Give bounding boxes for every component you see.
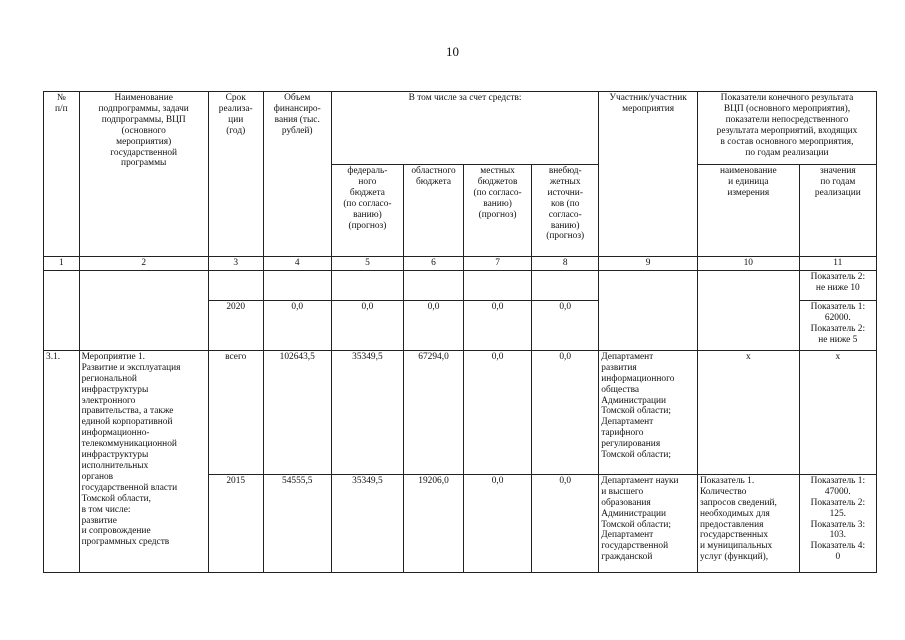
cell-federal: 35349,5 — [331, 474, 403, 572]
column-number-row — [44, 257, 877, 271]
cell-regional: 0,0 — [404, 300, 464, 350]
cell-year: всего — [208, 350, 263, 474]
cell-offbudget: 0,0 — [532, 474, 599, 572]
cell-year — [208, 270, 263, 300]
table-row — [44, 350, 877, 474]
column-number: 8 — [532, 257, 599, 271]
cell-local: 0,0 — [464, 350, 532, 474]
header-regional: областного бюджета — [404, 165, 464, 257]
header-local: местных бюджетов (по согласо- ванию) (прогноз) — [464, 165, 532, 257]
column-number: 5 — [331, 257, 403, 271]
cell-participant: Департамент развития информационного общества Администрации Томской области; Департамент тарифного регулирования Томской области; — [599, 350, 698, 474]
header-participant: Участник/участник мероприятия — [599, 92, 698, 257]
cell-volume: 54555,5 — [263, 474, 331, 572]
cell-indicator-values: Показатель 1: 47000. Показатель 2: 125. Показатель 3: 103. Показатель 4: 0 — [799, 474, 876, 572]
cell-offbudget: 0,0 — [532, 300, 599, 350]
cell-offbudget — [532, 270, 599, 300]
cell-volume — [263, 270, 331, 300]
cell-participant: Департамент науки и высшего образования Администрации Томской области; Департамент государственной гражданской — [599, 474, 698, 572]
table-row — [44, 270, 877, 300]
cell-regional — [404, 270, 464, 300]
program-table — [43, 91, 877, 573]
cell-num: 3.1. — [44, 350, 80, 572]
column-number: 10 — [697, 257, 799, 271]
cell-offbudget: 0,0 — [532, 350, 599, 474]
header-indicator-name: наименование и единица измерения — [697, 165, 799, 257]
cell-regional: 19206,0 — [404, 474, 464, 572]
cell-name — [79, 270, 208, 350]
header-offbudget: внебюд- жетных источни- ков (по согласо- ванию) (прогноз) — [532, 165, 599, 257]
cell-year: 2020 — [208, 300, 263, 350]
cell-federal: 0,0 — [331, 300, 403, 350]
cell-indicator-name — [697, 270, 799, 350]
cell-regional: 67294,0 — [404, 350, 464, 474]
cell-federal: 35349,5 — [331, 350, 403, 474]
cell-federal — [331, 270, 403, 300]
column-number: 3 — [208, 257, 263, 271]
header-federal: федераль- ного бюджета (по согласо- ванию) (прогноз) — [331, 165, 403, 257]
page-number: 10 — [446, 44, 459, 59]
cell-name: Мероприятие 1. Развитие и эксплуатация региональной инфраструктуры электронного правительства, а также единой корпоративной информационно- телекоммуникационной инфраструктуры исполнительных органов государственной власти Томской области, в том числе: развитие и сопровождение программных средств — [79, 350, 208, 572]
column-number: 6 — [404, 257, 464, 271]
column-number: 1 — [44, 257, 80, 271]
cell-indicator-values: x — [799, 350, 876, 474]
cell-num — [44, 270, 80, 350]
column-number: 11 — [799, 257, 876, 271]
cell-local — [464, 270, 532, 300]
cell-participant — [599, 270, 698, 350]
column-number: 7 — [464, 257, 532, 271]
header-indicator-values: значения по годам реализации — [799, 165, 876, 257]
header-indicators: Показатели конечного результата ВЦП (основного мероприятия), показатели непосредственного результата мероприятий, входящих в состав основного мероприятия, по годам реализации — [697, 92, 876, 165]
header-volume: Объем финансиро- вания (тыс. рублей) — [263, 92, 331, 257]
header-name: Наименование подпрограммы, задачи подпрограммы, ВЦП (основного мероприятия) государственной программы — [79, 92, 208, 257]
cell-volume: 0,0 — [263, 300, 331, 350]
column-number: 2 — [79, 257, 208, 271]
header-row-1 — [44, 92, 877, 165]
cell-indicator-values: Показатель 1: 62000. Показатель 2: не ниже 5 — [799, 300, 876, 350]
cell-indicator-name: Показатель 1. Количество запросов сведений, необходимых для предоставления государственных и муниципальных услуг (функций), — [697, 474, 799, 572]
header-num: № п/п — [44, 92, 80, 257]
cell-local: 0,0 — [464, 300, 532, 350]
cell-indicator-values: Показатель 2: не ниже 10 — [799, 270, 876, 300]
column-number: 4 — [263, 257, 331, 271]
header-sources: В том числе за счет средств: — [331, 92, 598, 165]
cell-volume: 102643,5 — [263, 350, 331, 474]
cell-year: 2015 — [208, 474, 263, 572]
cell-local: 0,0 — [464, 474, 532, 572]
column-number: 9 — [599, 257, 698, 271]
header-term: Срок реализа- ции (год) — [208, 92, 263, 257]
cell-indicator-name: x — [697, 350, 799, 474]
